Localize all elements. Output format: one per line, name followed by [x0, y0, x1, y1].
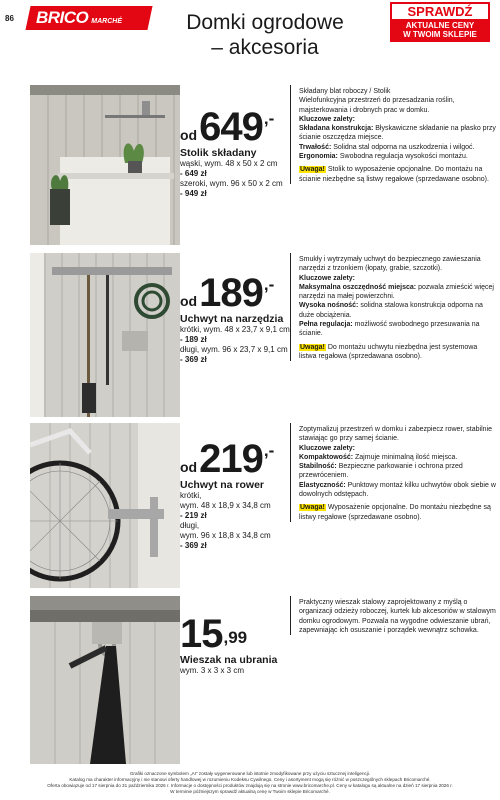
description-bike-holder [290, 423, 496, 522]
price-main: 649 [199, 105, 263, 149]
note-label: Uwaga! [300, 343, 325, 351]
variant-1: wym. 3 x 3 x 3 cm [180, 666, 245, 675]
price-prefix: od [180, 127, 198, 143]
description-clothes-hook [290, 596, 496, 635]
desc-intro: Zoptymalizuj przestrzeń w domku i zabezpiecz rower, stabilnie stawiając go przy samej ścianie. [299, 426, 492, 443]
variant-2-price: - 369 zł [180, 541, 207, 550]
note-label: Uwaga! [300, 504, 325, 512]
variant-1-dims: wym. 48 x 18,9 x 34,8 cm [180, 501, 271, 510]
folding-table-image [30, 85, 180, 245]
variant-1-price: - 649 zł [180, 169, 207, 178]
note: Uwaga! Stolik to wyposażenie opcjonalne. Do montażu na ścianie niezbędne są listwy regałowe (sprzedawane osobno). [299, 166, 489, 183]
feature-3: Ergonomia: Swobodna regulacja wysokości montażu. [299, 153, 468, 161]
feature-2: Stabilność: Bezpieczne parkowanie i ochrona przed przewróceniem. [299, 463, 463, 480]
price-main: 219 [199, 437, 263, 481]
variant-1: krótki, [180, 491, 202, 500]
feature-3: Elastyczność: Punktowy montaż kilku uchwytów obok siebie w dowolnych odstępach. [299, 481, 496, 499]
product-tool-holder [30, 253, 496, 417]
note-label: Uwaga! [300, 166, 325, 174]
product-folding-table [30, 85, 496, 245]
feature-1: Maksymalna oszczędność miejsca: pozwala zmieścić więcej narzędzi na małej powierzchni. [299, 283, 494, 301]
description-folding-table [290, 85, 496, 184]
features-title: Kluczowe zalety: [299, 444, 356, 452]
feature-2: Trwałość: Solidna stal odporna na uszkodzenia i wilgoć. [299, 143, 475, 151]
price-main: 189 [199, 271, 263, 315]
variant-2: szeroki, wym. 96 x 50 x 2 cm [180, 179, 283, 188]
product-name: Uchwyt na rower [180, 479, 265, 491]
feature-2: Wysoka nośność: solidna stalowa konstrukcja odporna na duże obciążenia. [299, 302, 483, 319]
variant-1: wąski, wym. 48 x 50 x 2 cm [180, 159, 278, 168]
variant-2: długi, wym. 96 x 23,7 x 9,1 cm [180, 345, 288, 354]
price-main: 15 [180, 612, 223, 656]
product-name: Stolik składany [180, 147, 257, 159]
logo-marche: MARCHÉ [91, 18, 123, 25]
bike-holder-image [30, 423, 180, 588]
variant-2: długi, [180, 521, 200, 530]
check-prices-badge[interactable] [390, 2, 490, 42]
price-cents: ,- [263, 441, 275, 460]
brand-logo[interactable] [36, 8, 122, 28]
desc-intro: Składany blat roboczy / Stolik [299, 88, 391, 95]
desc-intro: Smukły i wytrzymały uchwyt do bezpiecznego zawieszania narzędzi z trzonkiem (łopaty, grabie, szczotki). [299, 256, 481, 273]
product-name: Wieszak na ubrania [180, 654, 278, 666]
feature-1: Kompaktowość: Zajmuje minimalną ilość miejsca. [299, 453, 458, 461]
product-clothes-hook [30, 596, 496, 764]
logo-brico: BRICO [36, 8, 89, 27]
description-tool-holder [290, 253, 496, 361]
variant-2-dims: wym. 96 x 18,8 x 34,8 cm [180, 531, 271, 540]
page-title: Domki ogrodowe – akcesoria [186, 11, 344, 59]
variant-2-price: - 949 zł [180, 189, 207, 198]
product-bike-holder [30, 423, 496, 588]
note: Uwaga! Wyposażenie opcjonalne. Do montażu niezbędne są listwy regałowe (sprzedawane osobno). [299, 504, 491, 521]
price-cents: ,- [263, 275, 275, 294]
features-title: Kluczowe zalety: [299, 274, 356, 282]
price-cents: ,99 [223, 628, 248, 647]
feature-1: Składana konstrukcja: Błyskawiczne składanie na płasko przy ścianie oszczędza miejsce. [299, 125, 496, 142]
clothes-hook-image [30, 596, 180, 764]
features-title: Kluczowe zalety: [299, 115, 356, 123]
desc-intro-2: Wielofunkcyjna przestrzeń do przesadzania roślin, majsterkowania i drobnych prac w domku. [299, 97, 455, 114]
page-number: 86 [5, 14, 14, 23]
variant-1: krótki, wym. 48 x 23,7 x 9,1 cm [180, 325, 290, 334]
feature-3: Pełna regulacja: możliwość swobodnego przesuwania na ścianie. [299, 321, 480, 338]
note: Uwaga! Do montażu uchwytu niezbędna jest systemowa listwa regałowa (sprzedawana osobno). [299, 343, 478, 360]
desc-intro: Praktyczny wieszak stalowy zaprojektowany z myślą o organizacji odzieży roboczej, kurtek lub akcesoriów w stalowym domku ogrodowym. Pozwala na wygodne odwieszanie ubrań, zapewniając ich osuszanie i porządek wewnątrz schowka. [299, 599, 496, 634]
price-prefix: od [180, 459, 198, 475]
badge-headline: SPRAWDŹ [407, 4, 473, 19]
variant-2-price: - 369 zł [180, 355, 207, 364]
badge-subline: AKTUALNE CENY W TWOIM SKLEPIE [392, 19, 488, 41]
product-name: Uchwyt na narzędzia [180, 313, 284, 325]
variant-1-price: - 219 zł [180, 511, 207, 520]
variant-1-price: - 189 zł [180, 335, 207, 344]
price-cents: ,- [263, 109, 275, 128]
tool-holder-image [30, 253, 180, 417]
price-prefix: od [180, 293, 198, 309]
footer-disclaimer: Grafiki oznaczone symbolem „AI” zostały wygenerowane lub istotnie zmodyfikowane przy użyciu sztucznej inteligencji. Katalog ma charakter informacyjny i nie stanowi oferty handlowej w rozumieniu Kodeksu Cywilnego. Ceny i asortyment mogą się różnić w poszczególnych sklepach Bricomarché. Oferta obowiązuje od 17 sierpnia do 31 października 2026 r. Informacje o dostępności produktów znajdują się na stronie www.bricomarche.pl. Ceny w katalogu są aktualne na dzień 17 sierpnia 2026 r. W terminie późniejszym sprawdź aktualną cenę w Twoim sklepie Bricomarché. [47, 771, 453, 794]
